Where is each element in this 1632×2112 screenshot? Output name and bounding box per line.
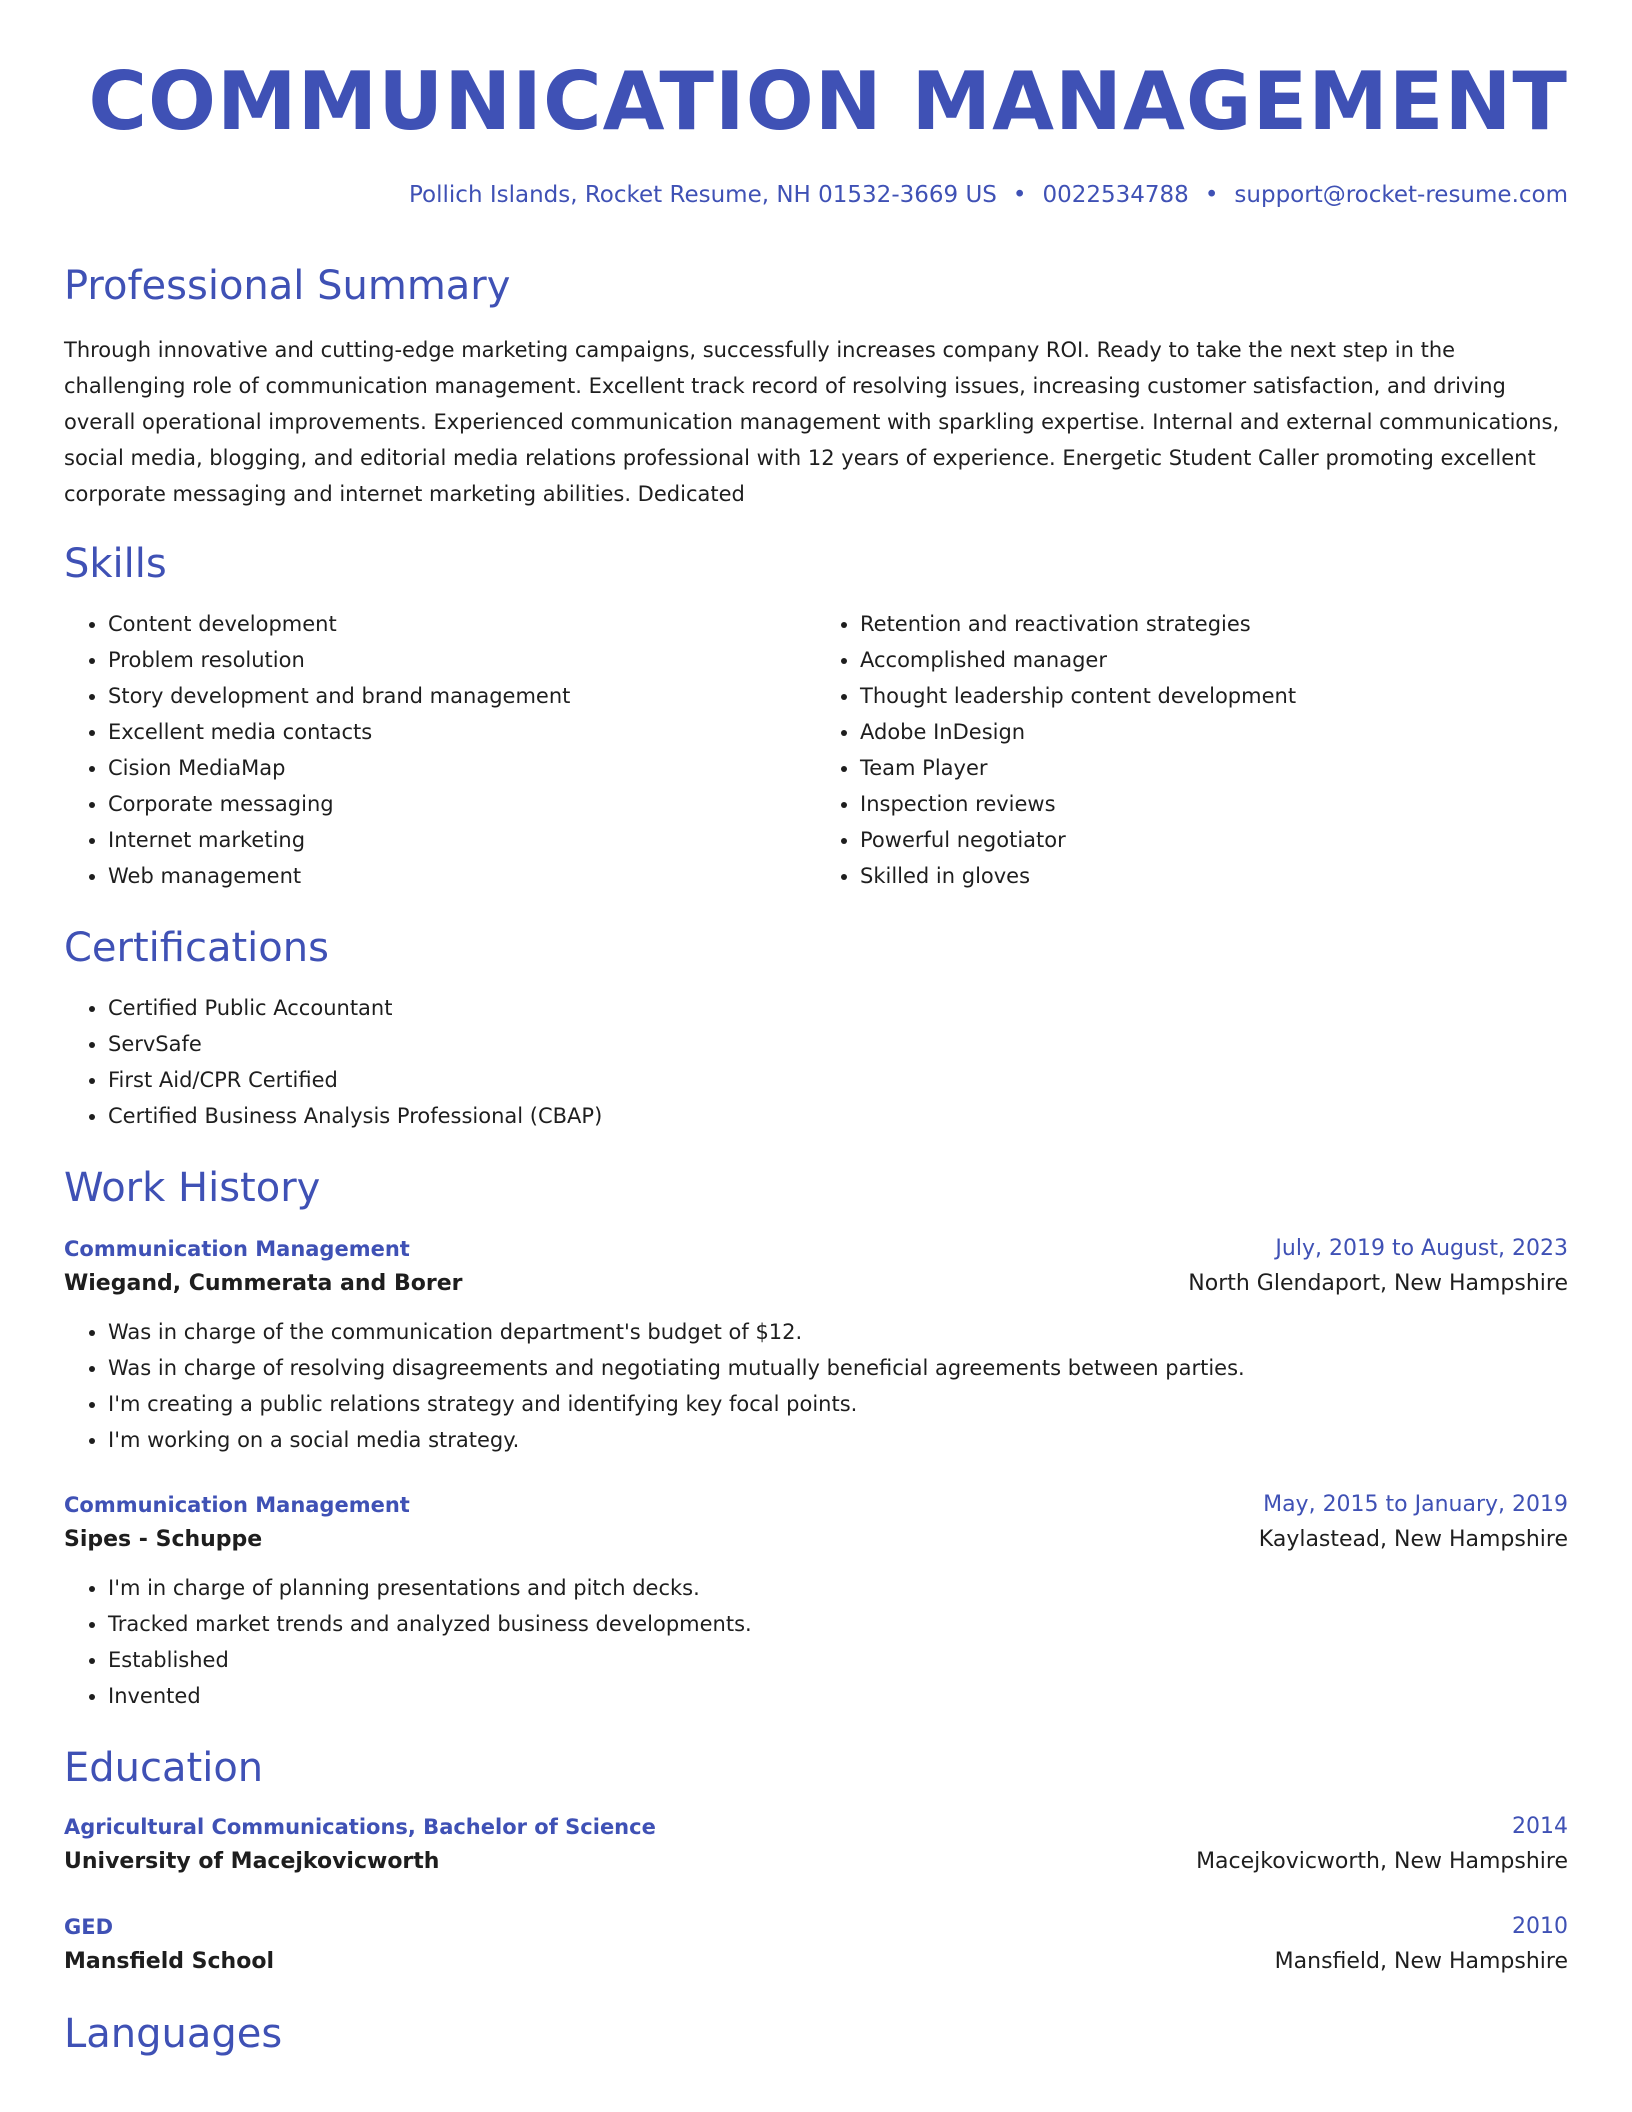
resume-page (64, 0, 1568, 2057)
education-entry-subheader (64, 1942, 1568, 1982)
education-entry-subheader (64, 1842, 1568, 1882)
contact-phone: 0022534788 (1042, 182, 1189, 208)
skills-columns (64, 606, 1568, 894)
contact-separator: • (1012, 182, 1027, 208)
contact-email: support@rocket-resume.com (1234, 182, 1568, 208)
contact-line (64, 182, 1568, 208)
job-role: Communication Management (64, 1237, 410, 1261)
summary-text: Through innovative and cutting-edge marketing campaigns, successfully increases company ROI. Ready to take the next step in the challenging role of communication management. Excellent track record of resolving issues, increasing customer satisfaction, and driving overall operational improvements. Experienced communication management with sparkling expertise. Internal and external communications, social media, blogging, and editorial media relations professional with 12 years of experience. Energetic Student Caller promoting excellent corporate messaging and internet marketing abilities. Dedicated (64, 338, 1560, 506)
skill-item: • Web management (108, 858, 816, 894)
job-bullet: • Invented (108, 1678, 1568, 1714)
certification-item: • ServSafe (108, 1026, 1568, 1062)
contact-address: Pollich Islands, Rocket Resume, NH 01532-3669 US (409, 182, 997, 208)
skill-item: • Problem resolution (108, 642, 816, 678)
job-company: Wiegand, Cummerata and Borer (64, 1271, 463, 1296)
skill-item: • Internet marketing (108, 822, 816, 858)
skill-item: • Adobe InDesign (860, 714, 1568, 750)
certification-item: • First Aid/CPR Certified (108, 1062, 1568, 1098)
job-bullet: • I'm working on a social media strategy. (108, 1422, 1568, 1458)
degree: GED (64, 1915, 114, 1939)
certification-item: • Certified Public Accountant (108, 990, 1568, 1026)
job-bullet: • Was in charge of resolving disagreements and negotiating mutually beneficial agreements between parties. (108, 1350, 1568, 1386)
skill-item: • Cision MediaMap (108, 750, 816, 786)
school-name: University of Macejkovicworth (64, 1849, 440, 1874)
school-location: Macejkovicworth, New Hampshire (1196, 1849, 1568, 1874)
skill-item: • Skilled in gloves (860, 858, 1568, 894)
skills-heading: Skills (64, 541, 167, 587)
skill-item: • Excellent media contacts (108, 714, 816, 750)
job-bullet: • I'm creating a public relations strategy and identifying key focal points. (108, 1386, 1568, 1422)
resume-name: COMMUNICATION MANAGEMENT (88, 55, 1568, 148)
job-bullet: • I'm in charge of planning presentations and pitch decks. (108, 1570, 1568, 1606)
work-entry (64, 1234, 1568, 1458)
graduation-year: 2014 (1512, 1814, 1568, 1839)
skill-item: • Story development and brand management (108, 678, 816, 714)
work-entry-header (64, 1490, 1568, 1520)
education-entry-header (64, 1912, 1568, 1942)
work-entry-subheader (64, 1520, 1568, 1560)
graduation-year: 2010 (1512, 1914, 1568, 1939)
education-heading: Education (64, 1745, 264, 1791)
job-bullet: • Established (108, 1642, 1568, 1678)
job-role: Communication Management (64, 1493, 410, 1517)
job-dates: May, 2015 to January, 2019 (1263, 1492, 1568, 1517)
contact-separator: • (1204, 182, 1219, 208)
job-company: Sipes - Schuppe (64, 1527, 263, 1552)
job-bullet: • Tracked market trends and analyzed business developments. (108, 1606, 1568, 1642)
work-entry (64, 1490, 1568, 1714)
certifications-list (64, 990, 1568, 1134)
education-entry (64, 1812, 1568, 1882)
skills-right-list (816, 606, 1568, 894)
job-dates: July, 2019 to August, 2023 (1275, 1236, 1568, 1261)
job-bullet: • Was in charge of the communication department's budget of $12. (108, 1314, 1568, 1350)
job-location: North Glendaport, New Hampshire (1188, 1271, 1568, 1296)
school-location: Mansfield, New Hampshire (1274, 1949, 1568, 1974)
skill-item: • Thought leadership content development (860, 678, 1568, 714)
education-entry (64, 1912, 1568, 1982)
certifications-heading: Certifications (64, 925, 329, 971)
summary-heading: Professional Summary (64, 263, 511, 309)
degree: Agricultural Communications, Bachelor of Science (64, 1815, 656, 1839)
skill-item: • Retention and reactivation strategies (860, 606, 1568, 642)
work-entry-subheader (64, 1264, 1568, 1304)
skill-item: • Content development (108, 606, 816, 642)
education-entry-header (64, 1812, 1568, 1842)
work-entry-header (64, 1234, 1568, 1264)
skill-item: • Team Player (860, 750, 1568, 786)
job-location: Kaylastead, New Hampshire (1258, 1527, 1568, 1552)
certification-item: • Certified Business Analysis Professional (CBAP) (108, 1098, 1568, 1134)
job-bullets (64, 1570, 1568, 1714)
skill-item: • Corporate messaging (108, 786, 816, 822)
job-bullets (64, 1314, 1568, 1458)
skills-left-list (64, 606, 816, 894)
languages-heading: Languages (64, 2011, 283, 2057)
skill-item: • Accomplished manager (860, 642, 1568, 678)
skill-item: • Inspection reviews (860, 786, 1568, 822)
work-history-heading: Work History (64, 1165, 321, 1211)
skill-item: • Powerful negotiator (860, 822, 1568, 858)
school-name: Mansfield School (64, 1949, 274, 1974)
